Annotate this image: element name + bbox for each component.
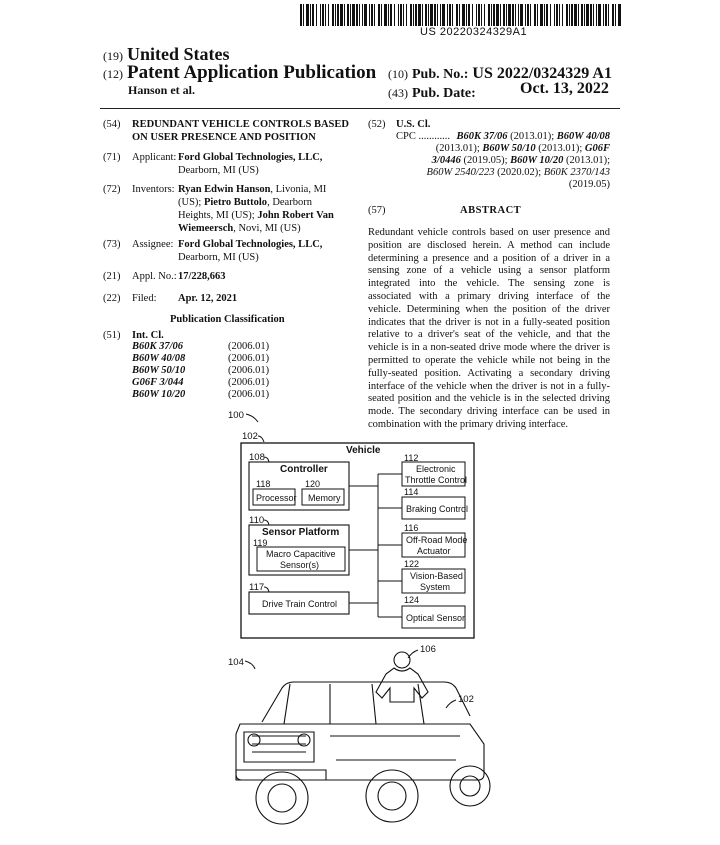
ref-118: 118 bbox=[256, 479, 271, 489]
etc-label-1: Electronic bbox=[416, 464, 456, 474]
pub-class-heading: Publication Classification bbox=[170, 314, 285, 325]
inventor-2-place: , Dearborn bbox=[267, 197, 312, 208]
drive-train-label: Drive Train Control bbox=[262, 599, 338, 609]
offroad-label-2: Actuator bbox=[417, 546, 451, 556]
code-51: (51) bbox=[103, 330, 121, 341]
braking-label: Braking Control bbox=[406, 504, 469, 514]
inventor-short: Hanson et al. bbox=[128, 83, 196, 97]
roof-frame bbox=[262, 682, 470, 722]
sensor-platform-label: Sensor Platform bbox=[262, 527, 340, 538]
ref-102: 102 bbox=[242, 431, 258, 442]
cpc-year: (2013.01); bbox=[563, 155, 610, 166]
appl-no: 17/228,663 bbox=[178, 271, 226, 282]
ref-116: 116 bbox=[404, 523, 419, 533]
pub-no-label: Pub. No.: bbox=[412, 67, 469, 82]
applicant-label: Applicant: bbox=[132, 152, 177, 163]
offroad-label-1: Off-Road Mode bbox=[406, 535, 468, 545]
intcl-year: (2006.01) bbox=[228, 365, 270, 376]
ref-100: 100 bbox=[228, 410, 244, 421]
code-10: (10) bbox=[388, 67, 408, 81]
inventor-3-place: , Novi, MI (US) bbox=[233, 223, 301, 234]
vehicle-label: Vehicle bbox=[346, 445, 381, 456]
cpc-code: B60W 50/10 bbox=[482, 143, 536, 154]
ref-100-arrow bbox=[246, 414, 258, 422]
abstract-text: Redundant vehicle controls based on user presence and position are disclosed herein. A method can include determining a presence and a position of a driver in a sensing zone of a vehicle using a sensor platform integrated into the vehicle. The sensing zone is associated with a primary driving interface of the vehicle. Determining when the position of the driver indicates that the driver is not in a fully-seated position relative to a driver's seat of the vehicle, and that the vehicle is in a non-seated drive mode where the driver is permitted to operate the vehicle while not being in the fully-seated position. Activating a secondary driving interface of the vehicle when the driver is not in a fully-seated position and the vehicle is in the selected driving mode. The secondary driving interface can be used in combination with the primary driving interface. bbox=[368, 227, 610, 430]
inventor-1-place: , Livonia, MI bbox=[270, 184, 327, 195]
code-71: (71) bbox=[103, 152, 121, 163]
ref-106: 106 bbox=[420, 644, 436, 655]
cpc-year: (2013.01); bbox=[507, 131, 557, 142]
ref-114: 114 bbox=[404, 487, 419, 497]
ref-120: 120 bbox=[305, 479, 321, 489]
pub-type: Patent Application Publication bbox=[127, 62, 377, 83]
cpc-code: B60W 40/08 bbox=[556, 131, 610, 142]
etc-label-2: Throttle Control bbox=[405, 475, 468, 485]
cpc-year: (2013.01); bbox=[535, 143, 585, 154]
code-21: (21) bbox=[103, 271, 121, 282]
inventor-3: John Robert Van bbox=[257, 210, 334, 221]
intcl-code: B60W 50/10 bbox=[132, 365, 186, 376]
door-frames bbox=[284, 684, 424, 724]
cpc-label: CPC ............ bbox=[396, 131, 450, 142]
ref-119: 119 bbox=[253, 538, 268, 548]
cpc-code: B60K 37/06 bbox=[456, 131, 508, 142]
ref-102-leader bbox=[258, 436, 264, 442]
assignee-place: Dearborn, MI (US) bbox=[178, 252, 259, 263]
assignee-label: Assignee: bbox=[132, 239, 174, 250]
intcl-label: Int. Cl. bbox=[132, 330, 164, 341]
cpc-year: (2019.05); bbox=[460, 155, 511, 166]
optical-label: Optical Sensor bbox=[406, 613, 466, 623]
vision-label-1: Vision-Based bbox=[410, 571, 463, 581]
cpc-year: (2013.01); bbox=[435, 143, 483, 154]
cpc-code: G06F bbox=[584, 143, 610, 154]
abstract-heading: ABSTRACT bbox=[460, 205, 522, 216]
memory-label: Memory bbox=[308, 493, 341, 503]
wheel-front-right bbox=[366, 770, 418, 822]
cpc-code: B60W 10/20 bbox=[510, 155, 564, 166]
code-52: (52) bbox=[368, 119, 386, 130]
title-line-2: ON USER PRESENCE AND POSITION bbox=[132, 132, 316, 143]
cpc-code: B60W 2540/223 bbox=[426, 167, 495, 178]
pub-date: Oct. 13, 2022 bbox=[520, 80, 609, 97]
title-line-1: REDUNDANT VEHICLE CONTROLS BASED bbox=[132, 119, 349, 130]
code-19: (19) bbox=[103, 49, 123, 63]
pub-no: US 2022/0324329 A1 bbox=[472, 65, 612, 82]
appl-label: Appl. No.: bbox=[132, 271, 177, 282]
inventor-2: Pietro Buttolo bbox=[203, 197, 268, 208]
uscl-label: U.S. Cl. bbox=[396, 119, 431, 130]
applicant-name: Ford Global Technologies, LLC, bbox=[178, 152, 323, 163]
applicant-place: Dearborn, MI (US) bbox=[178, 165, 259, 176]
intcl-year: (2006.01) bbox=[228, 389, 270, 400]
cpc-year: (2020.02); bbox=[494, 167, 544, 178]
intcl-code: G06F 3/044 bbox=[132, 377, 184, 388]
wheel-rear bbox=[450, 766, 490, 806]
inventor-3-surname: Wiemeersch bbox=[178, 223, 234, 234]
cpc-code: 3/0446 bbox=[431, 155, 461, 166]
intcl-code: B60W 10/20 bbox=[132, 389, 186, 400]
ref-112: 112 bbox=[404, 453, 419, 463]
ref-104: 104 bbox=[228, 657, 244, 668]
cpc-line-5: (2019.05) bbox=[568, 179, 610, 190]
intcl-year: (2006.01) bbox=[228, 377, 270, 388]
ref-122: 122 bbox=[404, 559, 420, 569]
inventor-1: Ryan Edwin Hanson bbox=[178, 184, 271, 195]
ref-110-leader bbox=[264, 520, 269, 525]
ref-102b-leader bbox=[446, 700, 456, 708]
macro-label-2: Sensor(s) bbox=[280, 560, 320, 570]
code-12: (12) bbox=[103, 67, 123, 81]
rim-rear bbox=[460, 776, 480, 796]
code-43: (43) bbox=[388, 86, 408, 100]
country: United States bbox=[127, 44, 230, 64]
inventor-2-place-2: Heights, MI (US); bbox=[178, 210, 258, 221]
rim-front-right bbox=[378, 782, 406, 810]
intcl-year: (2006.01) bbox=[228, 353, 270, 364]
ref-124: 124 bbox=[404, 595, 420, 605]
processor-label: Processor bbox=[256, 493, 297, 503]
driver-head bbox=[394, 652, 410, 668]
body-lines bbox=[330, 736, 460, 760]
barcode-number: US 20220324329A1 bbox=[420, 26, 528, 38]
code-22: (22) bbox=[103, 293, 121, 304]
filed-date: Apr. 12, 2021 bbox=[178, 293, 238, 304]
ref-104-arrow bbox=[245, 661, 255, 669]
connector-lines bbox=[349, 474, 402, 617]
code-57: (57) bbox=[368, 205, 386, 216]
intcl-year: (2006.01) bbox=[228, 341, 270, 352]
filed-label: Filed: bbox=[132, 293, 157, 304]
code-54: (54) bbox=[103, 119, 121, 130]
inventors-label: Inventors: bbox=[132, 184, 175, 195]
pub-date-label: Pub. Date: bbox=[412, 86, 476, 101]
macro-label-1: Macro Capacitive bbox=[266, 549, 336, 559]
intcl-code: B60K 37/06 bbox=[132, 341, 184, 352]
inventor-1-country: (US); bbox=[178, 197, 204, 208]
rim-front-left bbox=[268, 784, 296, 812]
controller-label: Controller bbox=[280, 464, 328, 475]
vehicle-illustration bbox=[236, 652, 490, 824]
code-73: (73) bbox=[103, 239, 121, 250]
ref-117-leader bbox=[264, 587, 269, 592]
ref-108: 108 bbox=[249, 452, 265, 463]
intcl-code: B60W 40/08 bbox=[132, 353, 186, 364]
code-72: (72) bbox=[103, 184, 121, 195]
ref-110: 110 bbox=[249, 515, 265, 526]
cpc-code: B60K 2370/143 bbox=[543, 167, 610, 178]
ref-117: 117 bbox=[249, 582, 265, 593]
vision-label-2: System bbox=[420, 582, 451, 592]
ref-102b: 102 bbox=[458, 694, 474, 705]
assignee-name: Ford Global Technologies, LLC, bbox=[178, 239, 323, 250]
